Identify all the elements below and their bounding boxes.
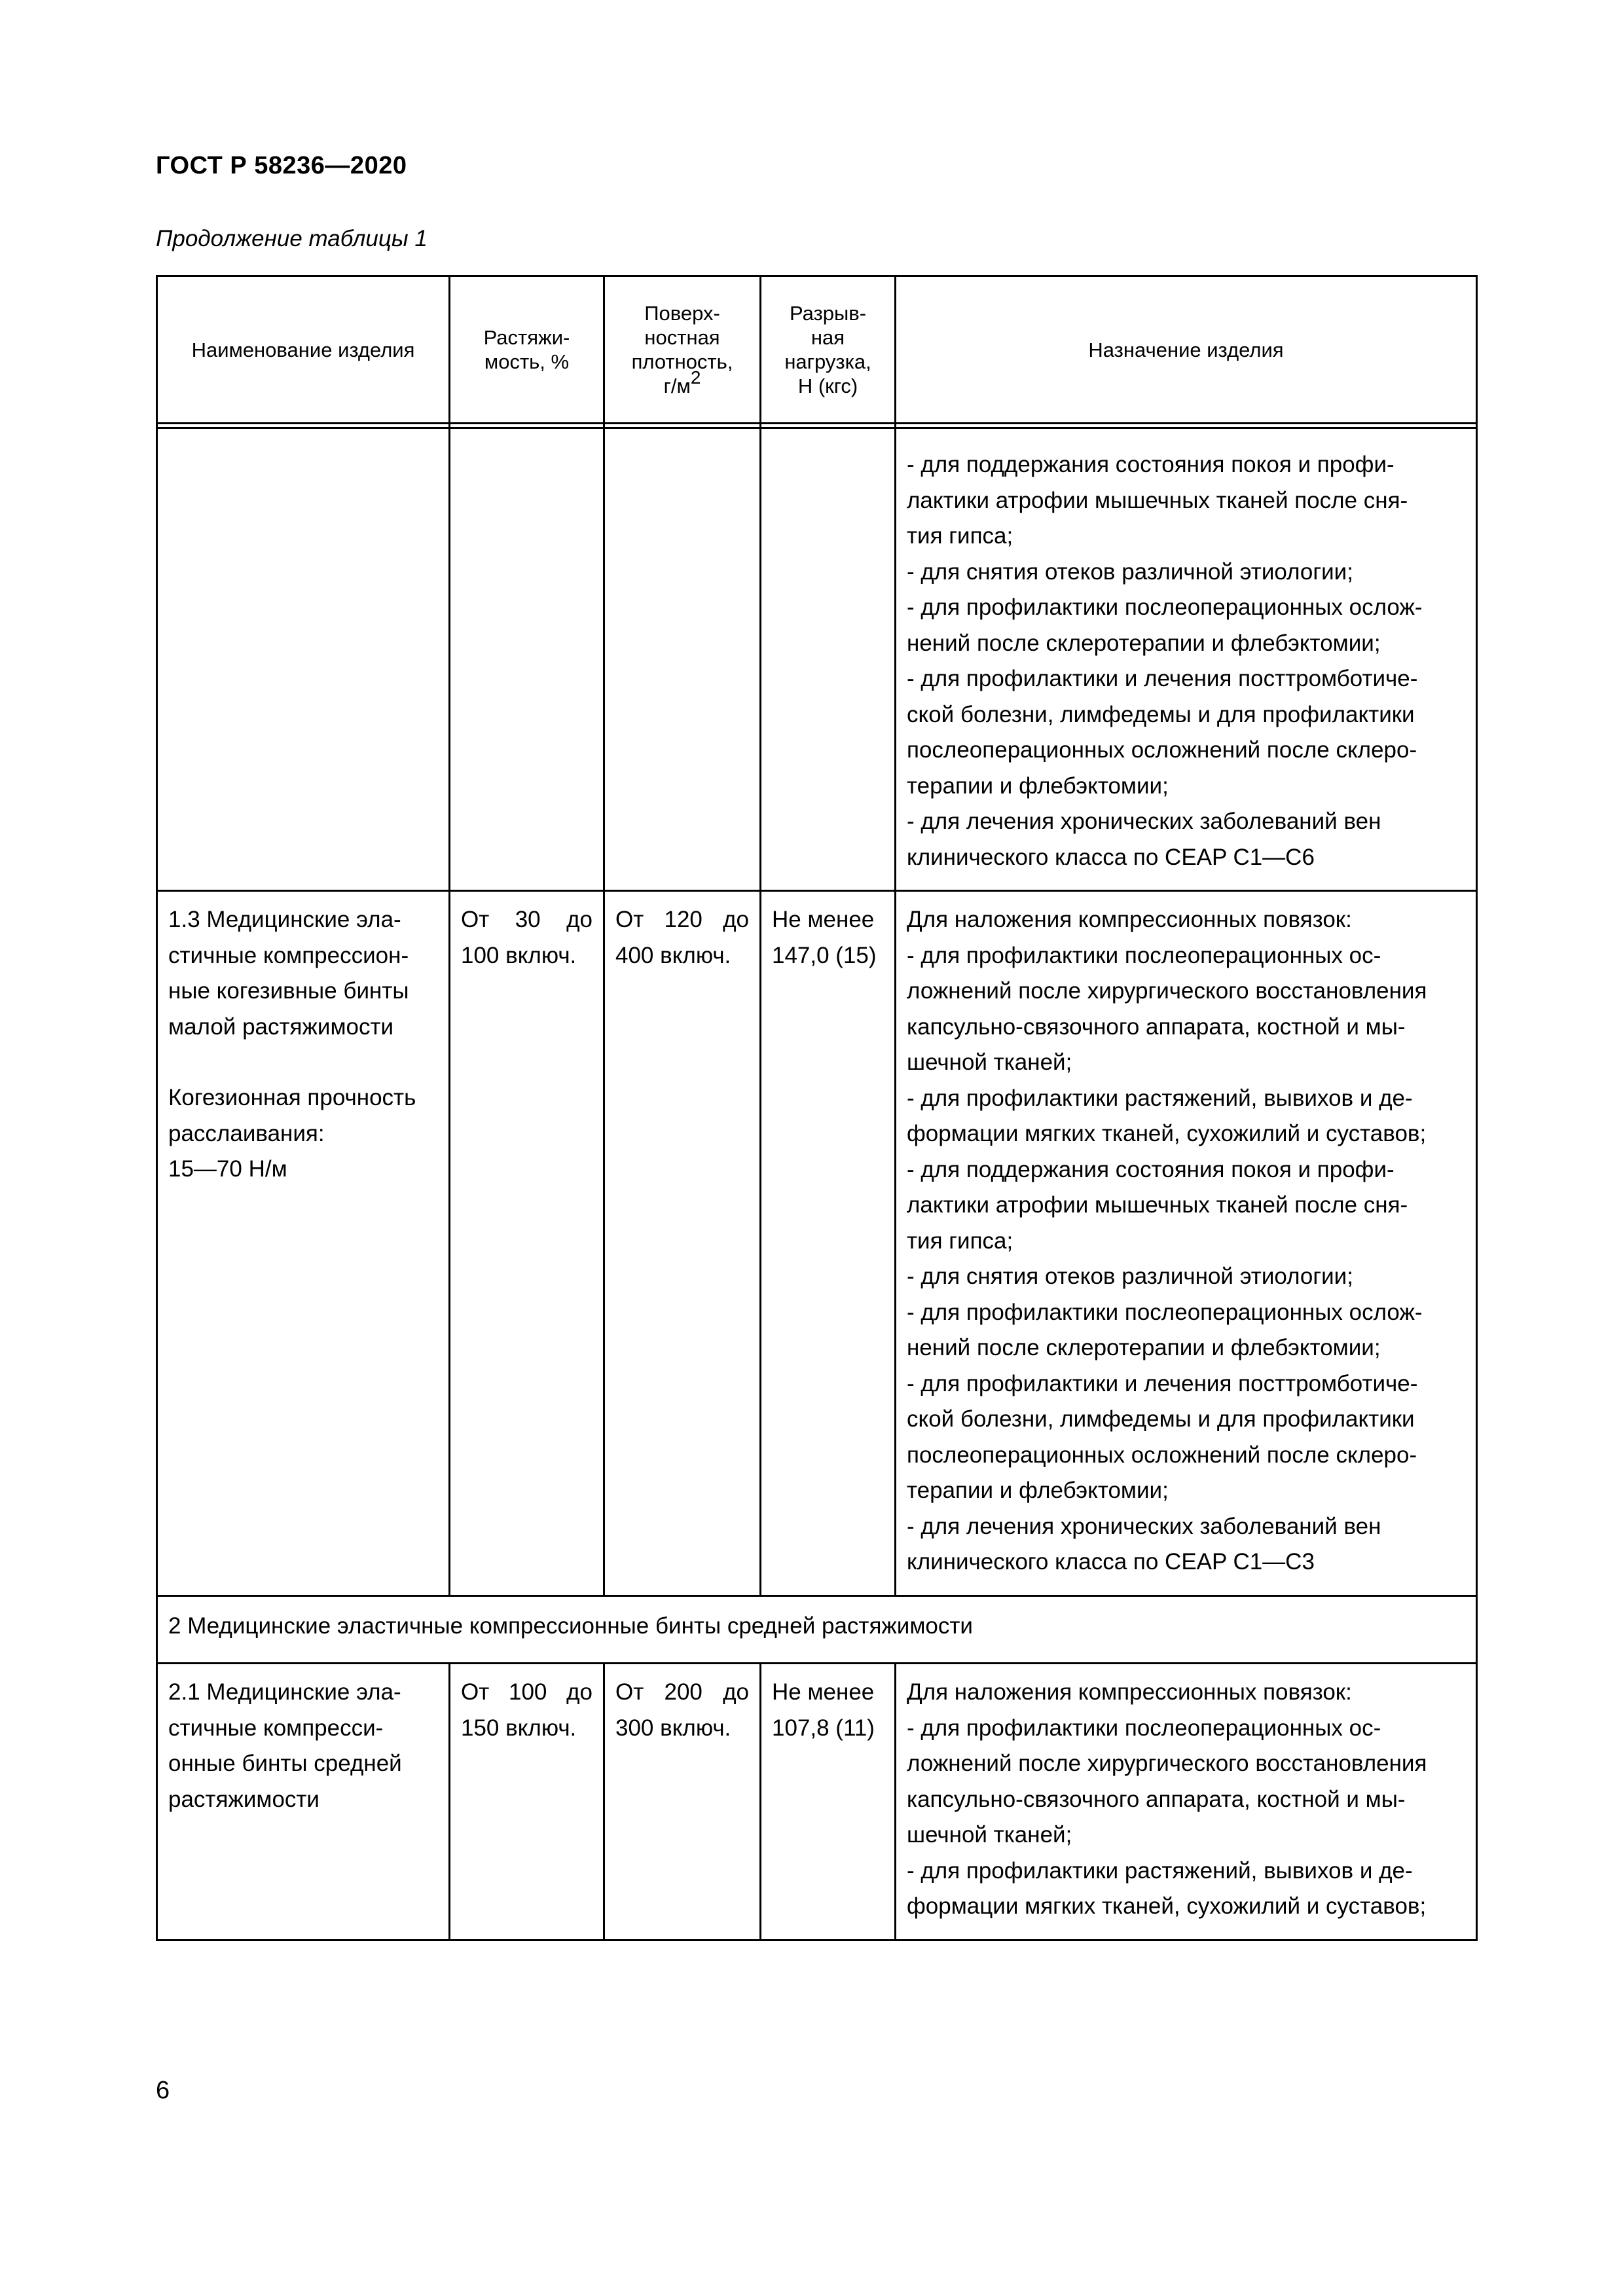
product-name-cell: 1.3 Медицинские эла- стичные компрессион- ные когезивные бинты малой растяжимости Когезионная прочность расслаивания: 15—70 Н/м bbox=[157, 891, 450, 1596]
column-header-name: Наименование изделия bbox=[157, 276, 450, 424]
stretch-cell: От 30 до 100 включ. bbox=[450, 891, 604, 1596]
section-title: 2 Медицинские эластичные компрессионные бинты средней растяжимости bbox=[157, 1595, 1477, 1664]
table-row bbox=[157, 891, 1477, 1596]
column-header-stretch: Растяжи- мость, % bbox=[450, 276, 604, 424]
purpose-cell: Для наложения компрессионных повязок: - для профилактики послеоперационных ос- ложнений после хирургического восстановления капсульно-связочного аппарата, костной и мы- шечной тканей; - для профилактики растяжений, вывихов и де- формации мягких тканей, сухожилий и суставов; - для поддержания состояния покоя и профи- лактики атрофии мышечных тканей после сня- тия гипса; - для снятия отеков различной этиологии; - для профилактики послеоперационных ослож- нений после склеротерапии и флебэктомии; - для профилактики и лечения посттромботиче- ской болезни, лимфедемы и для профилактики послеоперационных осложнений после склеро- терапии и флебэктомии; - для лечения хронических заболеваний вен клинического класса по CEAP C1—C3 bbox=[896, 891, 1477, 1596]
document-code: ГОСТ Р 58236—2020 bbox=[156, 152, 407, 179]
product-name-cell: 2.1 Медицинские эла- стичные компресси- онные бинты средней растяжимости bbox=[157, 1664, 450, 1941]
purpose-cell: - для поддержания состояния покоя и профи- лактики атрофии мышечных тканей после сня- тия гипса; - для снятия отеков различной этиологии; - для профилактики послеоперационных ослож- нений после склеротерапии и флебэктомии; - для профилактики и лечения посттромботиче- ской болезни, лимфедемы и для профилактики послеоперационных осложнений после склеро- терапии и флебэктомии; - для лечения хронических заболеваний вен клинического класса по CEAP C1—C6 bbox=[896, 428, 1477, 891]
stretch-cell: От 100 до 150 включ. bbox=[450, 1664, 604, 1941]
column-header-density: Поверх- ностная плотность, $г/м^2$ bbox=[604, 276, 761, 424]
purpose-cell: Для наложения компрессионных повязок: - для профилактики послеоперационных ос- ложнений после хирургического восстановления капсульно-связочного аппарата, костной и мы- шечной тканей; - для профилактики растяжений, вывихов и де- формации мягких тканей, сухожилий и суставов; bbox=[896, 1664, 1477, 1941]
column-header-load: Разрыв- ная нагрузка, Н (кгс) bbox=[761, 276, 896, 424]
table-row bbox=[157, 1664, 1477, 1941]
load-cell: Не менее 147,0 (15) bbox=[761, 891, 896, 1596]
section-row bbox=[157, 1595, 1477, 1664]
density-cell: От 200 до 300 включ. bbox=[604, 1664, 761, 1941]
table-header-row bbox=[157, 276, 1477, 424]
page-number: 6 bbox=[156, 2077, 170, 2104]
table-row bbox=[157, 428, 1477, 891]
load-cell: Не менее 107,8 (11) bbox=[761, 1664, 896, 1941]
table-continuation-caption: Продолжение таблицы 1 bbox=[156, 226, 428, 251]
product-table bbox=[156, 275, 1478, 1941]
column-header-purpose: Назначение изделия bbox=[896, 276, 1477, 424]
density-cell: От 120 до 400 включ. bbox=[604, 891, 761, 1596]
